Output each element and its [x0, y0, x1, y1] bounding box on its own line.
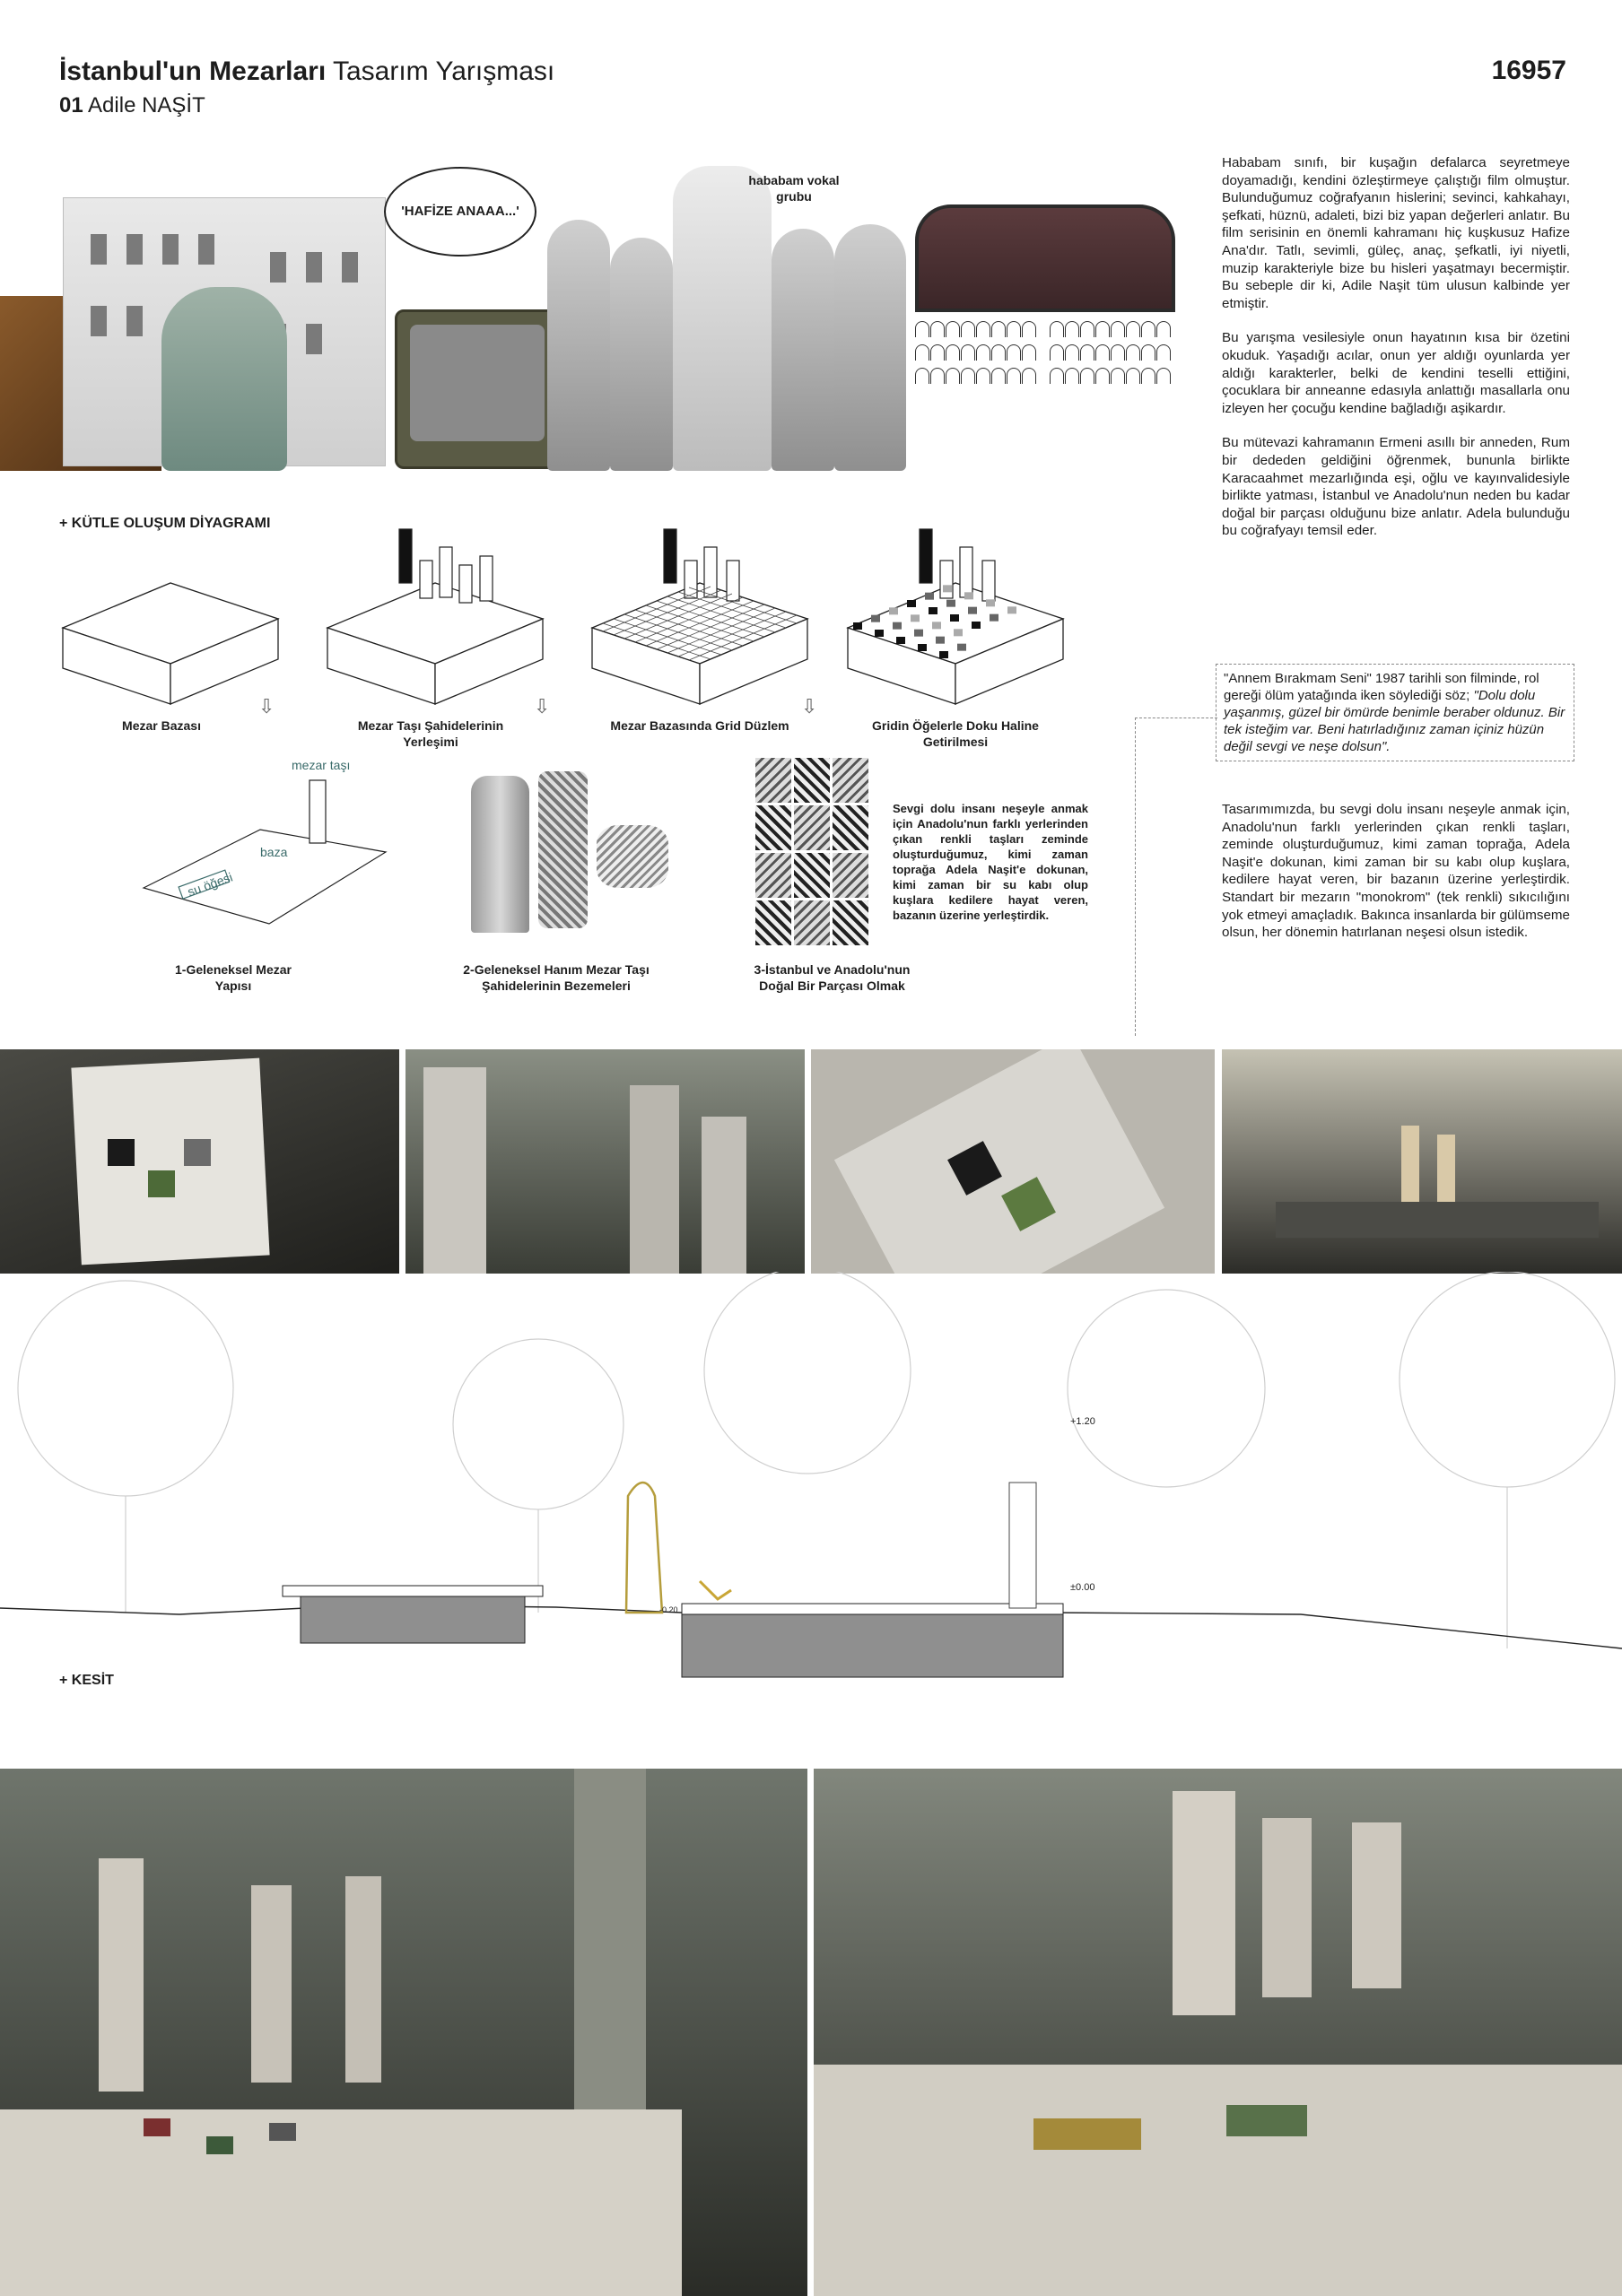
ornament-pattern [597, 825, 668, 888]
description-p4: Tasarımımızda, bu sevgi dolu insanı neşeyle anmak için, Anadolu'nun farklı yerlerinden çıkan renkli taşları, zeminde oluşturduğumuz, kimi zaman toprağa, Adela Naşit'e dokunan, kimi zaman bir su kabı olup kuşlara, kedilere hayat veren, bir bazanın üzerine yerleştirdik. Standart bir mezarın "monokrom" (tek renkli) sıkıcılığını yok etmeyi amaçladık. Bakıncа insanlarda bir gülümseme olsun, her dönemin hatırlanan neşesi olsun istedik. [1222, 802, 1570, 941]
mass-diagram-blocks [54, 520, 1068, 709]
stage-image [915, 204, 1175, 312]
bottom-label-1: 1-Geleneksel Mezar Yapısı [175, 962, 292, 993]
level-zero: ±0.00 [1070, 1582, 1095, 1593]
headstone-1-image [471, 776, 529, 933]
render-headstones [406, 1049, 805, 1274]
section-title: + KESİT [59, 1673, 114, 1688]
description-p3: Bu mütevazi kahramanın Ermeni asıllı bir anneden, Rum bir dededen geldiğini öğrenmek, bununla birlikte Karacaahmet mezarlığında eşi, oğlu ve kayınvalidesiyle birlikte yatması, İstanbul ve Anadolu'nun neden bu kadar doğal bir parçası olduğunu bize anlatır. Adela bulunduğu bu coğrafyayı temsil eder. [1222, 435, 1570, 539]
render-perspective-1 [0, 1769, 807, 2296]
page-subtitle: 01 Adile NAŞİT [59, 93, 205, 117]
bottom-label-3: 3-İstanbul ve Anadolu'nun Doğal Bir Parçası Olmak [754, 962, 911, 993]
quote-box [1216, 664, 1574, 761]
description-p2: Bu yarışma vesilesiyle onun hayatının kısa bir özetini okuduk. Yaşadığı acılar, onun yer aldığı oyunlarda yer aldığı karakterler, belki de kendini teselli ettiğini, çocuklara bir anneanne edasıyla anlattığı masallarla onu izleyen her çocuğu kendine bağladığı aşikardır. [1222, 330, 1570, 416]
description-text [1222, 154, 1570, 557]
render-top-view [0, 1049, 399, 1274]
step-label-3: Mezar Bazasında Grid Düzlem [610, 718, 789, 733]
step-label-1: Mezar Bazası [122, 718, 201, 733]
header [59, 56, 1566, 136]
description-text-2 [1222, 801, 1570, 959]
arrow-down-icon: ⇩ [534, 695, 551, 718]
concept-note: Sevgi dolu insanı neşeyle anmak için Anadolu'nun farklı yerlerinden çıkan renkli taşları zeminde oluşturduğumuz, kimi zaman toprağa Adela Naşit'e dokunan, kimi zaman bir su kabı olup kuşlara kedilere hayat veren, bazanın üzerine yerleştirdik. [893, 802, 1088, 922]
page-title: İstanbul'un Mezarları Tasarım Yarışması [59, 57, 555, 86]
step-label-4: Gridin Öğelerle Doku Haline Getirilmesi [872, 718, 1039, 749]
quote-text: "Dolu dolu yaşanmış, güzel bir ömürde benimle beraber oldunuz. Bir tek isteğim var. Beni hatırladığınız zaman içiniz hüzün değil sevgi ve neşe dolsun". [1224, 688, 1565, 754]
render-side-view [1222, 1049, 1622, 1274]
dashed-connector [1135, 718, 1136, 1036]
label-base: baza [260, 845, 288, 859]
headstone-2-image [538, 771, 588, 928]
step-label-2: Mezar Taşı Şahidelerinin Yerleşimi [357, 718, 504, 749]
section-drawing [0, 1272, 1622, 1738]
band-label: hababam vokal grubu [748, 173, 840, 204]
arrow-down-icon: ⇩ [258, 695, 275, 718]
mass-diagram-title: + KÜTLE OLUŞUM DİYAGRAMI [59, 516, 271, 531]
level-top: +1.20 [1070, 1416, 1095, 1427]
label-water: su öğesi [185, 869, 235, 900]
label-stone: mezar taşı [292, 758, 351, 772]
render-perspective-2 [814, 1769, 1622, 2296]
render-tile-detail [811, 1049, 1215, 1274]
audience-seats [915, 321, 1175, 411]
level-low: -0.20 [659, 1605, 678, 1614]
description-p1: Hababam sınıfı, bir kuşağın defalarca seyretmeye doyamadığı, kendini özleştirmeye çalıştığı film olmuştur. Bulunduğumuz coğrafyanın hislerini; sevinci, kahkahayı, şefkati, hüznü, adaleti, bizi biz yapan değerleri anlatır. Bu film serisinin en önemli kahramanı hiç kuşkusuz Hafize Ana'dır. Tatlı, sevimli, güleç, anaç, şefkatli, iyi niyetli, muzip karakteriyle bize bu hisleri yaşatmayı becermiştir. Bu sebeple dir ki, Adile Naşit tüm ulusun kalbinde yer etmiştir. [1222, 155, 1570, 311]
stone-tile-patterns [755, 758, 870, 946]
quote-intro: "Annem Bırakmam Seni" 1987 tarihli son filminde, rol gereği ölüm yatağında iken söylediği söz; [1224, 671, 1539, 703]
arrow-down-icon: ⇩ [801, 695, 818, 718]
collage [0, 144, 1184, 471]
band-figures [538, 161, 915, 471]
speech-bubble: 'HAFİZE ANAAA...' [384, 167, 536, 257]
hafize-ana-figure [161, 287, 287, 471]
entry-code: 16957 [1491, 56, 1566, 85]
bottom-label-2: 2-Geleneksel Hanım Mezar Taşı Şahidelerinin Bezemeleri [463, 962, 650, 993]
